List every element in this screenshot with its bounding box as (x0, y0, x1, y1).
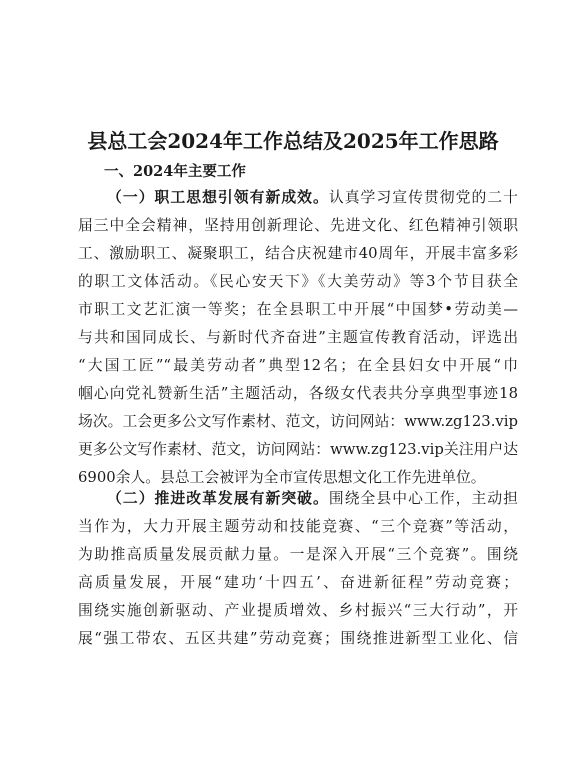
paragraph-line: 6900余人。县总工会被评为全市宣传思想文化工作先进单位。 (78, 469, 486, 486)
section-heading: 一、2024年主要工作 (104, 163, 246, 180)
paragraph-line: “大国工匠”“最美劳动者”典型12名；在全县妇女中开展“巾 (78, 357, 518, 374)
document-title: 县总工会2024年工作总结及2025年工作思路 (87, 129, 499, 153)
paragraph-text: 认真学习宣传贯彻党的二十 (328, 189, 518, 206)
paragraph-lead: （一）职工思想引领有新成效。 (107, 189, 329, 206)
paragraph-line: 的职工文体活动。《民心安天下》《大美劳动》等3个节目获全 (78, 273, 518, 290)
paragraph-line: 场次。工会更多公文写作素材、范文，访问网站：www.zg123.vip (78, 413, 518, 430)
paragraph-line: 展“强工带农、五区共建”劳动竞赛；围绕推进新型工业化、信 (78, 630, 518, 647)
paragraph-line: 工、激励职工、凝聚职工，结合庆祝建市40周年，开展丰富多彩 (78, 245, 518, 262)
paragraph-text: 围绕全县中心工作，主动担 (328, 490, 518, 507)
paragraph-lead: （二）推进改革发展有新突破。 (107, 490, 329, 507)
paragraph-line: 与共和国同成长、与新时代齐奋进”主题宣传教育活动，评选出 (78, 329, 518, 346)
paragraph-line (78, 485, 518, 513)
paragraph-reform-development (78, 485, 518, 653)
paragraph-line (78, 184, 518, 212)
paragraph-line: 当作为，大力开展主题劳动和技能竞赛、“三个竞赛”等活动， (78, 518, 518, 535)
paragraph-line: 帼心向党礼赞新生活”主题活动，各级女代表共分享典型事迹18 (78, 385, 518, 402)
paragraph-line: 届三中全会精神，坚持用创新理论、先进文化、红色精神引领职 (78, 217, 518, 234)
paragraph-line: 市职工文艺汇演一等奖；在全县职工中开展“中国梦•劳动美— (78, 301, 518, 318)
paragraph-line: 更多公文写作素材、范文，访问网站：www.zg123.vip关注用户达 (78, 441, 518, 458)
paragraph-ideological-guidance (78, 184, 518, 492)
paragraph-line: 围绕实施创新驱动、产业提质增效、乡村振兴“三大行动”，开 (78, 602, 518, 619)
paragraph-line: 高质量发展，开展“建功‘十四五’、奋进新征程”劳动竞赛； (78, 574, 518, 591)
paragraph-line: 为助推高质量发展贡献力量。一是深入开展“三个竞赛”。围绕 (78, 546, 518, 563)
